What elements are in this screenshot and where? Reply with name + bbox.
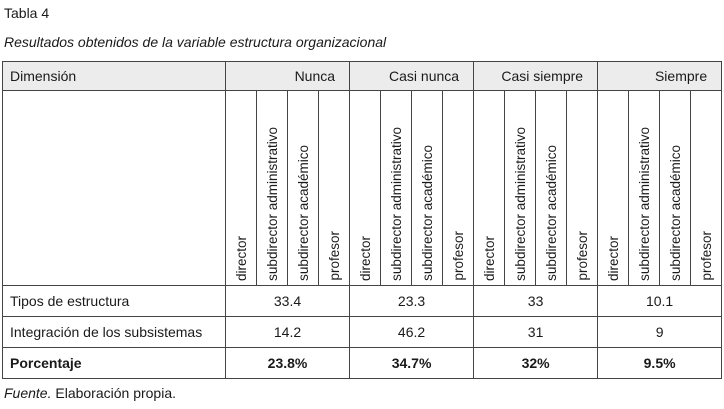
- results-table: [2, 61, 722, 379]
- row-label: Tipos de estructura: [3, 286, 226, 317]
- role-subdirector-administrativo: subdirector administrativo: [257, 91, 288, 286]
- role-subdirector-administrativo: subdirector administrativo: [505, 91, 536, 286]
- role-subdirector-academico: subdirector académico: [288, 91, 319, 286]
- role-profesor: profesor: [319, 91, 350, 286]
- group-header-casi-nunca: Casi nunca: [350, 62, 474, 91]
- value-cell: 46.2: [350, 317, 474, 348]
- header-row: [3, 62, 722, 91]
- role-director: director: [474, 91, 505, 286]
- table-title: Resultados obtenidos de la variable estructura organizacional: [4, 34, 387, 50]
- table-row: [3, 317, 722, 348]
- role-header-row: [3, 91, 722, 286]
- role-director: director: [226, 91, 257, 286]
- value-cell: 23.3: [350, 286, 474, 317]
- role-subdirector-administrativo: subdirector administrativo: [381, 91, 412, 286]
- row-label: Porcentaje: [3, 348, 226, 379]
- value-cell: 31: [474, 317, 598, 348]
- group-header-casi-siempre: Casi siempre: [474, 62, 598, 91]
- table-row: [3, 286, 722, 317]
- role-director: director: [350, 91, 381, 286]
- source-label: Fuente.: [4, 385, 52, 401]
- dimension-blank-cell: [3, 91, 226, 286]
- value-cell: 23.8%: [226, 348, 350, 379]
- row-label: Integración de los subsistemas: [3, 317, 226, 348]
- role-subdirector-academico: subdirector académico: [536, 91, 567, 286]
- value-cell: 14.2: [226, 317, 350, 348]
- value-cell: 32%: [474, 348, 598, 379]
- value-cell: 9.5%: [598, 348, 722, 379]
- group-header-siempre: Siempre: [598, 62, 722, 91]
- table-label: Tabla 4: [4, 5, 50, 21]
- role-subdirector-academico: subdirector académico: [660, 91, 691, 286]
- value-cell: 33.4: [226, 286, 350, 317]
- dimension-header: Dimensión: [3, 62, 226, 91]
- total-row: [3, 348, 722, 379]
- role-director: director: [598, 91, 629, 286]
- value-cell: 34.7%: [350, 348, 474, 379]
- role-profesor: profesor: [443, 91, 474, 286]
- group-header-nunca: Nunca: [226, 62, 350, 91]
- value-cell: 33: [474, 286, 598, 317]
- role-subdirector-administrativo: subdirector administrativo: [629, 91, 660, 286]
- source-note: [4, 385, 176, 401]
- value-cell: 10.1: [598, 286, 722, 317]
- source-text: Elaboración propia.: [55, 385, 177, 401]
- role-profesor: profesor: [567, 91, 598, 286]
- value-cell: 9: [598, 317, 722, 348]
- role-profesor: profesor: [691, 91, 722, 286]
- role-subdirector-academico: subdirector académico: [412, 91, 443, 286]
